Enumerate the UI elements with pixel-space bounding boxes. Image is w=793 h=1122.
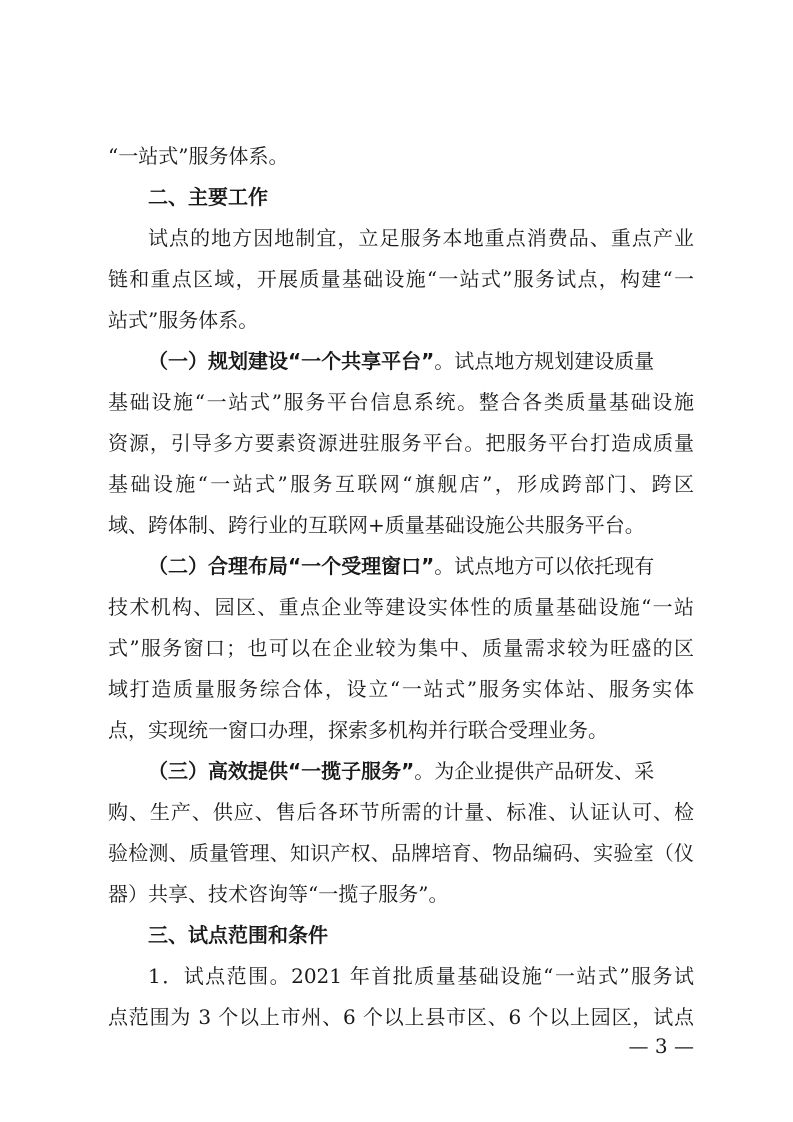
body-line: 器）共享、技术咨询等“一揽子服务”。 [108,882,449,906]
subsection-text: 。试点地方可以依托现有 [434,554,655,578]
body-line: 技术机构、园区、重点企业等建设实体性的质量基础设施“一站 [108,595,694,619]
body-line: 1．试点范围。2021 年首批质量基础设施“一站式”服务试 [148,964,694,988]
body-line: 验检测、质量管理、知识产权、品牌培育、物品编码、实验室（仪 [108,841,694,865]
body-line: 点范围为 3 个以上市州、6 个以上县市区、6 个以上园区，试点 [108,1005,694,1029]
body-line: 资源，引导多方要素资源进驻服务平台。把服务平台打造成质量 [108,431,694,455]
body-line: 购、生产、供应、售后各环节所需的计量、标准、认证认可、检 [108,800,694,824]
section-heading-scope: 三、试点范围和条件 [148,923,328,947]
subsection-line-2 [148,550,694,582]
subsection-title-service-window: （二）合理布局“一个受理窗口” [148,554,435,578]
subsection-title-package-service: （三）高效提供“一揽子服务” [148,759,415,783]
body-line: 站式”服务体系。 [108,308,259,332]
section-heading-main-work: 二、主要工作 [148,185,268,209]
page-number: — 3 — [628,1034,694,1058]
body-line: 点，实现统一窗口办理，探索多机构并行联合受理业务。 [108,718,608,742]
body-line: 域、跨体制、跨行业的互联网+质量基础设施公共服务平台。 [108,513,645,537]
body-line: 式”服务窗口；也可以在企业较为集中、质量需求较为旺盛的区 [108,636,694,660]
subsection-title-shared-platform: （一）规划建设“一个共享平台” [148,349,435,373]
body-line: 试点的地方因地制宜，立足服务本地重点消费品、重点产业 [148,226,694,250]
body-line: 基础设施“一站式”服务平台信息系统。整合各类质量基础设施 [108,390,694,414]
subsection-line-3 [148,755,694,787]
subsection-text: 。试点地方规划建设质量 [434,349,655,373]
subsection-line-1 [148,345,694,377]
subsection-text: 。为企业提供产品研发、采 [414,759,655,783]
body-line: “一站式”服务体系。 [108,144,289,168]
body-line: 基础设施“一站式”服务互联网“旗舰店”，形成跨部门、跨区 [108,472,694,496]
body-line: 域打造质量服务综合体，设立“一站式”服务实体站、服务实体 [108,677,694,701]
body-line: 链和重点区域，开展质量基础设施“一站式”服务试点，构建“一 [108,267,694,291]
